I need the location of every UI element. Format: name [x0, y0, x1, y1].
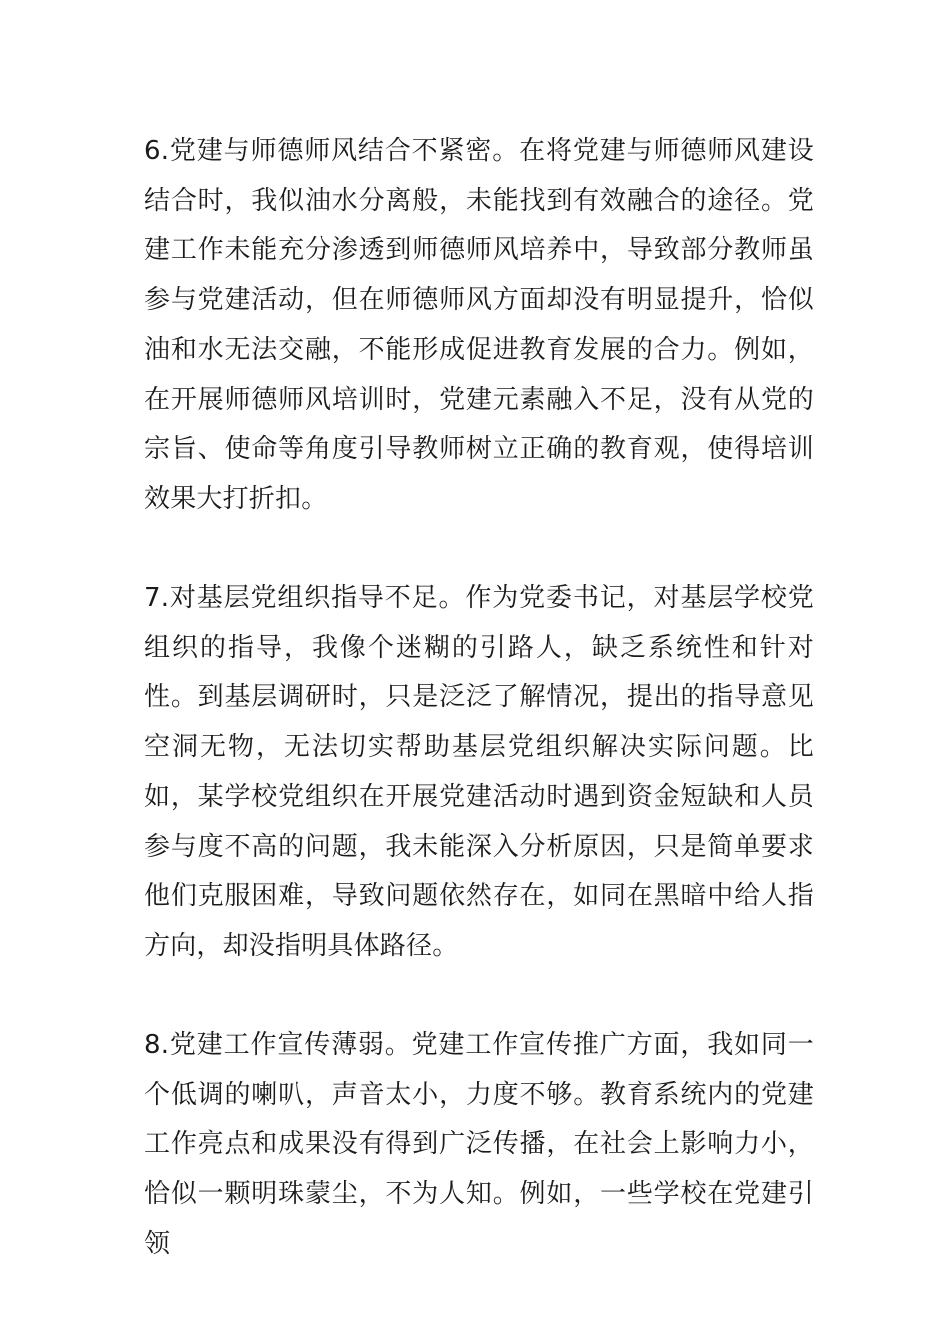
paragraph-7: 7.对基层党组织指导不足。作为党委书记，对基层学校党组织的指导，我像个迷糊的引路人，缺乏系统性和针对性。到基层调研时，只是泛泛了解情况，提出的指导意见空洞无物，无法切实帮助基层党组织解决实际问题。比如，某学校党组织在开展党建活动时遇到资金短缺和人员参与度不高的问题，我未能深入分析原因，只是简单要求他们克服困难，导致问题依然存在，如同在黑暗中给人指方向，却没指明具体路径。: [144, 583, 814, 961]
paragraph-6: 6.党建与师德师风结合不紧密。在将党建与师德师风建设结合时，我似油水分离般，未能找到有效融合的途径。党建工作未能充分渗透到师德师风培养中，导致部分教师虽参与党建活动，但在师德师风方面却没有明显提升，恰似油和水无法交融，不能形成促进教育发展的合力。例如，在开展师德师风培训时，党建元素融入不足，没有从党的宗旨、使命等角度引导教师树立正确的教育观，使得培训效果大打折扣。: [144, 136, 814, 514]
paragraph-8: 8.党建工作宣传薄弱。党建工作宣传推广方面，我如同一个低调的喇叭，声音太小，力度不够。教育系统内的党建工作亮点和成果没有得到广泛传播，在社会上影响力小，恰似一颗明珠蒙尘，不为人知。例如，一些学校在党建引领: [144, 1030, 814, 1259]
